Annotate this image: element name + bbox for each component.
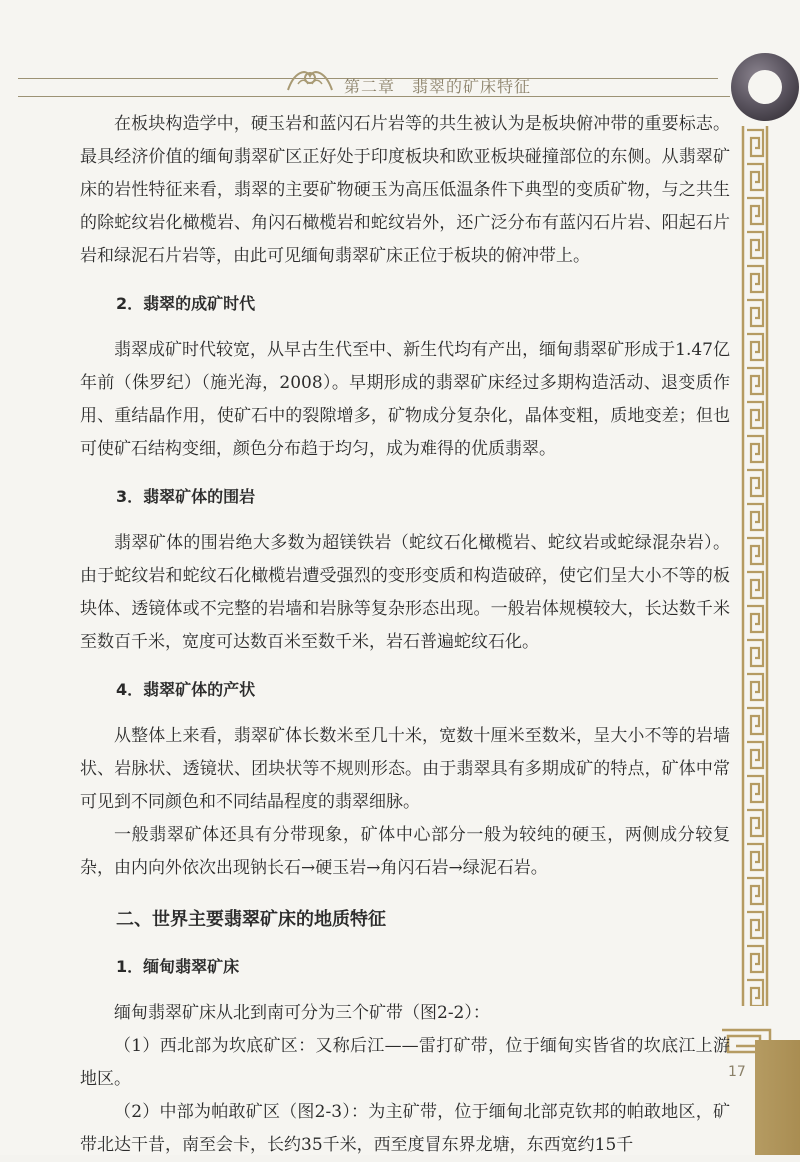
fret-motif: [747, 368, 763, 394]
fret-motif: [747, 606, 763, 632]
fret-motif: [747, 232, 763, 258]
jade-ring-icon: [726, 48, 800, 126]
fret-motif: [747, 538, 763, 564]
paragraph: 从整体上来看，翡翠矿体长数米至几十米，宽数十厘米至数米，呈大小不等的岩墙状、岩脉状、透镜状、团块状等不规则形态。由于翡翠具有多期成矿的特点，矿体中常可见到不同颜色和不同结晶程度的翡翠细脉。: [80, 726, 730, 812]
fret-motif: [747, 266, 763, 292]
subheading: 4．翡翠矿体的产状: [116, 680, 256, 699]
paragraph: （2）中部为帕敢矿区（图2-3）：为主矿带，位于缅甸北部克钦邦的帕敢地区，矿带北达干昔，南至会卡，长约35千米，西至度冒东界龙塘，东西宽约15千: [80, 1102, 730, 1155]
paragraph: 翡翠矿体的围岩绝大多数为超镁铁岩（蛇纹石化橄榄岩、蛇纹岩或蛇绿混杂岩）。由于蛇纹岩和蛇纹石化橄榄岩遭受强烈的变形变质和构造破碎，使它们呈大小不等的板块体、透镜体或不完整的岩墙和岩脉等复杂形态出现。一般岩体规模较大，长达数千米至数百千米，宽度可达数百米至数千米，岩石普遍蛇纹石化。: [80, 533, 730, 652]
fret-motif: [747, 980, 763, 1006]
paragraph: 缅甸翡翠矿床从北到南可分为三个矿带（图2-2）：: [114, 1003, 490, 1023]
fret-motif: [747, 470, 763, 496]
subheading: 1．缅甸翡翠矿床: [116, 957, 240, 976]
paragraph: 在板块构造学中，硬玉岩和蓝闪石片岩等的共生被认为是板块俯冲带的重要标志。最具经济价值的缅甸翡翠矿区正好处于印度板块和欧亚板块碰撞部位的东侧。从翡翠矿床的岩性特征来看，翡翠的主要矿物硬玉为高压低温条件下典型的变质矿物，与之共生的除蛇纹岩化橄榄岩、角闪石橄榄岩和蛇纹岩外，还广泛分布有蓝闪石片岩、阳起石片岩和绿泥石片岩等，由此可见缅甸翡翠矿床正位于板块的俯冲带上。: [80, 114, 730, 266]
page-number: 17: [728, 1064, 746, 1080]
paragraph: 一般翡翠矿体还具有分带现象，矿体中心部分一般为较纯的硬玉，两侧成分较复杂，由内向外依次出现钠长石→硬玉岩→角闪石岩→绿泥石岩。: [80, 825, 730, 878]
subheading: 2．翡翠的成矿时代: [116, 294, 256, 313]
fret-motif: [747, 912, 763, 938]
paragraph: 翡翠成矿时代较宽，从早古生代至中、新生代均有产出，缅甸翡翠矿形成于1.47亿年前（侏罗纪）（施光海，2008）。早期形成的翡翠矿床经过多期构造活动、退变质作用、重结晶作用，使矿石中的裂隙增多，矿物成分复杂化，晶体变粗，质地变差；但也可使矿石结构变细，颜色分布趋于均匀，成为难得的优质翡翠。: [80, 340, 730, 459]
chapter-header: 第二章 翡翠的矿床特征: [344, 77, 532, 96]
fret-motif: [747, 742, 763, 768]
section-title: 二、世界主要翡翠矿床的地质特征: [116, 909, 386, 930]
fret-motif: [747, 810, 763, 836]
gold-edge-block: [755, 1040, 800, 1155]
fret-motif: [747, 164, 763, 190]
fret-motif: [747, 640, 763, 666]
fret-motif: [747, 402, 763, 428]
fret-motif: [747, 300, 763, 326]
fret-motif: [747, 130, 763, 156]
subheading: 3．翡翠矿体的围岩: [116, 487, 256, 506]
fret-motif: [747, 436, 763, 462]
fret-motif: [747, 198, 763, 224]
fret-motif: [747, 572, 763, 598]
fret-motif: [747, 946, 763, 972]
body-content: [80, 108, 730, 1162]
fret-motif: [747, 776, 763, 802]
paragraph: （1）西北部为坎底矿区：又称后江——雷打矿带，位于缅甸实皆省的坎底江上游地区。: [80, 1036, 730, 1089]
fret-motif: [747, 334, 763, 360]
fret-border-decoration: [740, 126, 770, 1006]
fret-motif: [747, 674, 763, 700]
fret-motif: [747, 878, 763, 904]
fret-motif: [747, 708, 763, 734]
fret-motif: [747, 504, 763, 530]
dragon-ornament-icon: [284, 62, 336, 96]
fret-motif: [747, 844, 763, 870]
